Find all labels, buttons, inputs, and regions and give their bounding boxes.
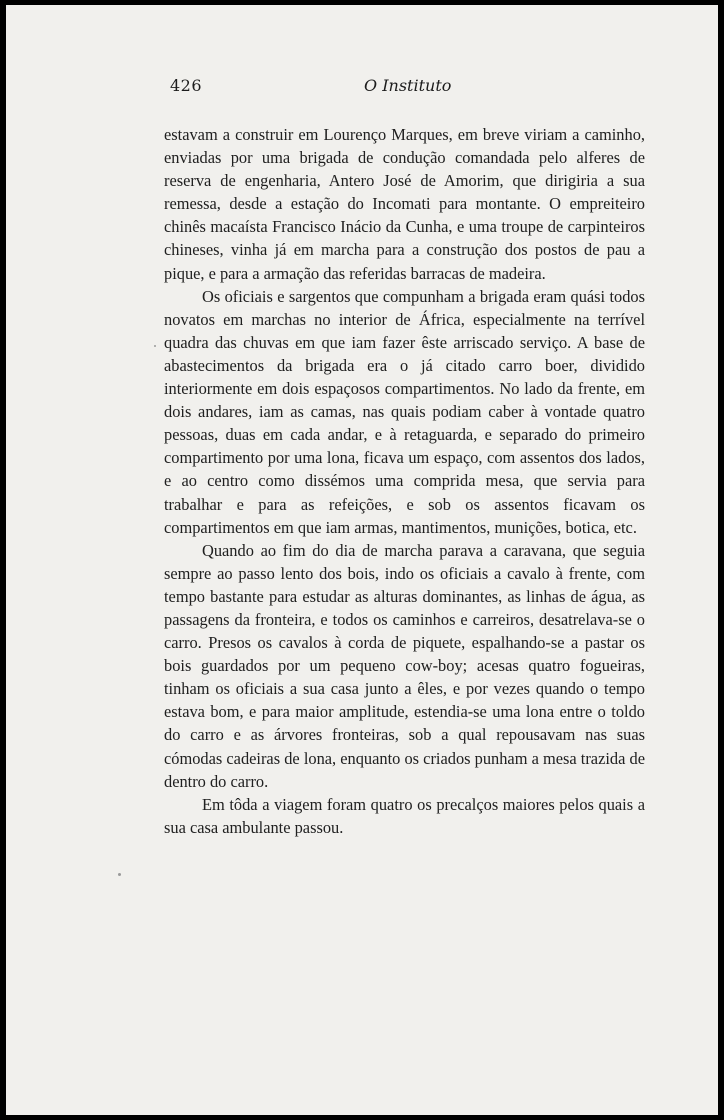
page-header: [168, 76, 644, 102]
page-number: 426: [170, 76, 203, 95]
paragraph-4: Em tôda a viagem foram quatro os precalços maiores pelos quais a sua casa ambulante passou.: [164, 794, 645, 837]
paragraph-1: estavam a construir em Lourenço Marques, em breve viriam a caminho, enviadas por uma brigada de condução comandada pelo alferes de reserva de engenharia, Antero José de Amorim, que dirigiria a sua remessa, desde a estação do Incomati para montante. O empreiteiro chinês macaísta Francisco Inácio da Cunha, e uma troupe de carpinteiros chineses, vinha já em marcha para a construção dos postos de pau a pique, e para a armação das referidas barracas de madeira.: [164, 125, 645, 283]
paragraph-3: Quando ao fim do dia de marcha parava a caravana, que seguia sempre ao passo lento dos bois, indo os oficiais a cavalo à frente, com tempo bastante para estudar as alturas dominantes, as linhas de água, as passagens da fronteira, e todos os caminhos e carreiros, desatrelava-se o carro. Presos os cavalos à corda de piquete, espalhando-se a pastar os bois guardados por um pequeno cow-boy; acesas quatro fogueiras, tinham os oficiais a sua casa junto a êles, e por vezes quando o tempo estava bom, e para maior amplitude, estendia-se uma lona entre o toldo do carro e as árvores fronteiras, sob a qual repousavam nas suas cómodas cadeiras de lona, enquanto os criados punham a mesa trazida de dentro do carro.: [164, 540, 645, 791]
running-title: O Instituto: [364, 76, 452, 95]
scan-speck: [118, 873, 121, 876]
scan-speck: [154, 345, 156, 347]
body-text: [164, 123, 645, 839]
document-page: [6, 5, 718, 1115]
paragraph-2: Os oficiais e sargentos que compunham a brigada eram quási todos novatos em marchas no interior de África, especialmente na terrível quadra das chuvas em que iam fazer êste arriscado serviço. A base de abastecimentos da brigada era o já citado carro boer, dividido interiormente em dois espaçosos compartimentos. No lado da frente, em dois andares, iam as camas, nas quais podiam caber à vontade quatro pessoas, duas em cada andar, e à retaguarda, e separado do primeiro compartimento por uma lona, ficava um espaço, com assentos dos lados, e ao centro como dissémos uma comprida mesa, que servia para trabalhar e para as refeições, e sob os assentos ficavam os compartimentos em que iam armas, mantimentos, munições, botica, etc.: [164, 286, 645, 537]
